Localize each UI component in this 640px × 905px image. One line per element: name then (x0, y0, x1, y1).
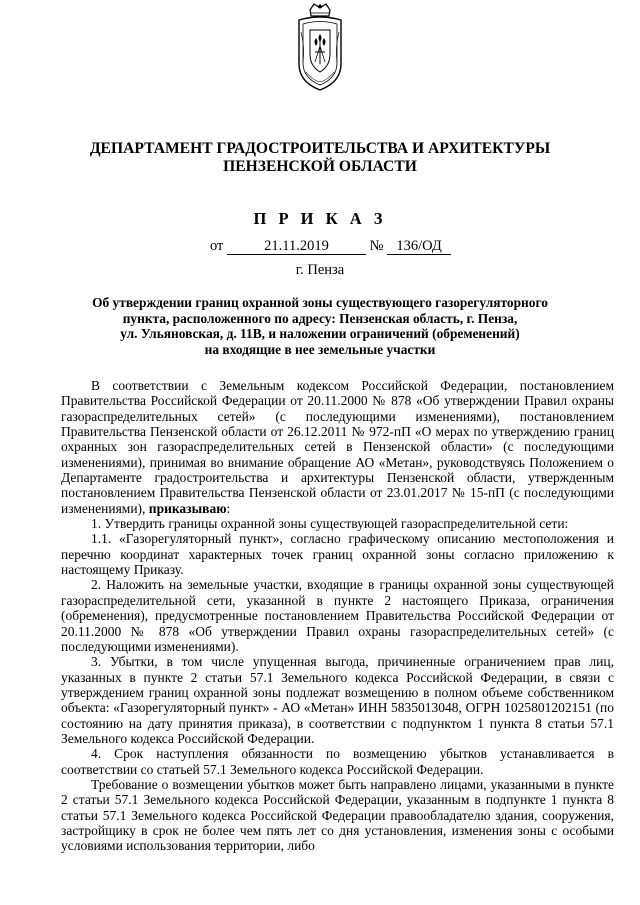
paragraph-3: 3. Убытки, в том числе упущенная выгода, причиненные ограничением прав лиц, указанных в пункте 2 статьи 57.1 Земельного кодекса Российской Федерации, в связи с утверждением границ охранной зоны подлежат возмещению в полном объеме собственником объекта: «Газорегуляторный пункт» - АО «Метан» ИНН 5835013048, ОГРН 1025801202151 (по состоянию на дату принятия приказа), в соответствии с подпунктом 1 пункта 8 статьи 57.1 Земельного кодекса Российской Федерации. (61, 654, 614, 746)
intro-emphasis: приказываю (148, 500, 227, 516)
order-subject (0, 295, 640, 357)
paragraph-2: 2. Наложить на земельные участки, входящие в границы охранной зоны существующей газораспределительной сети, указанной в пункте 2 настоящего Приказа, ограничения (обременения), предусмотренные постановлением Правительства Российской Федерации от 20.11.2000 № 878 «Об утверждении Правил охраны газораспределительных сетей» (с последующими изменениями). (61, 577, 614, 654)
subject-line-3: ул. Ульяновская, д. 11В, и наложении ограничений (обременений) (120, 326, 520, 342)
order-date-number-line (210, 238, 451, 255)
order-title: П Р И К А З (253, 209, 387, 228)
intro-paragraph (61, 378, 614, 516)
paragraph-5: Требование о возмещении убытков может быть направлено лицами, указанными в пункте 2 статьи 57.1 Земельного кодекса Российской Федерации, указанным в подпункте 1 пункта 8 статьи 57.1 Земельного кодекса Российской Федерации правообладателю здания, сооружения, застройщику в срок не более чем пять лет со дня установления, изменения зоны с особыми условиями использования территории, либо (61, 776, 614, 854)
paragraph-4: 4. Срок наступления обязанности по возмещению убытков устанавливается в соответствии со статьей 57.1 Земельного кодекса Российской Федерации. (61, 746, 614, 777)
intro-text: В соответствии с Земельным кодексом Российской Федерации, постановлением Правительства Российской Федерации от 20.11.2000 № 878 «Об утверждении Правил охраны газораспределительных сетей» (с последующими изменениями), постановлением Правительства Пензенской области от 26.12.2011 № 972-пП «О мерах по утверждению границ охранных зон газораспределительных сетей в Пензенской области» (с последующими изменениями), принимая во внимание обращение АО «Метан», руководствуясь Положением о Департаменте градостроительства и архитектуры Пензенской области, утвержденным постановлением Правительства Пензенской области от 23.01.2017 № 15-пП (с последующими изменениями), (61, 378, 614, 516)
subject-line-1: Об утверждении границ охранной зоны существующего газорегуляторного (92, 295, 548, 310)
paragraph-1: 1. Утвердить границы охранной зоны существующей газораспределительной сети: (91, 516, 569, 532)
coat-of-arms-penza-icon (296, 2, 344, 94)
order-body (61, 378, 614, 854)
subject-line-4: на входящие в нее земельные участки (204, 341, 436, 357)
order-number: 136/ОД (387, 238, 451, 255)
department-name (0, 140, 640, 176)
order-city: г. Пенза (295, 262, 345, 278)
date-prefix: от (210, 238, 224, 254)
department-name-line-2: ПЕНЗЕНСКОЙ ОБЛАСТИ (223, 158, 417, 175)
paragraph-1-1: 1.1. «Газорегуляторный пункт», согласно графическому описанию местоположения и перечню координат характерных точек границ охранной зоны согласно приложению к настоящему Приказу. (61, 531, 614, 578)
intro-end: : (226, 500, 231, 516)
order-date: 21.11.2019 (227, 238, 366, 255)
department-name-line-1: ДЕПАРТАМЕНТ ГРАДОСТРОИТЕЛЬСТВА И АРХИТЕКТУРЫ (89, 140, 551, 157)
number-prefix: № (369, 238, 384, 254)
subject-line-2: пункта, расположенного по адресу: Пензенская область, г. Пенза, (122, 310, 518, 326)
